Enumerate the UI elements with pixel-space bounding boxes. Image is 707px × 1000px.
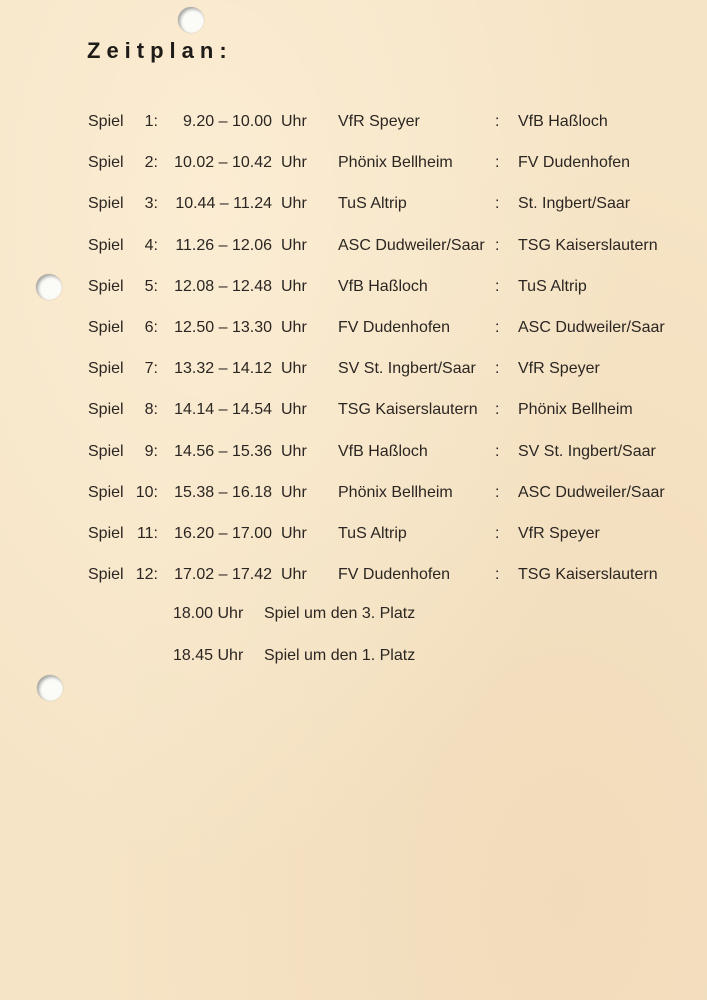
match-separator: : xyxy=(495,318,500,336)
schedule-row xyxy=(0,273,707,314)
schedule-row xyxy=(0,108,707,149)
time-unit: Uhr xyxy=(281,195,307,213)
time-unit: Uhr xyxy=(281,154,307,172)
schedule-row xyxy=(0,355,707,396)
schedule-row xyxy=(0,561,707,602)
final-time: 18.45 Uhr xyxy=(173,647,244,664)
game-number: 3: xyxy=(144,195,158,213)
game-label: Spiel xyxy=(88,360,124,378)
match-separator: : xyxy=(495,195,500,213)
game-number: 8: xyxy=(144,401,158,419)
game-number: 12: xyxy=(135,566,158,584)
game-time: 15.38 – 16.18 xyxy=(174,483,272,501)
home-team: Phönix Bellheim xyxy=(338,154,453,172)
away-team: VfR Speyer xyxy=(518,360,600,378)
game-time: 11.26 – 12.06 xyxy=(175,236,272,254)
game-number: 9: xyxy=(144,442,158,460)
game-number: 1: xyxy=(144,113,158,130)
match-separator: : xyxy=(495,113,500,130)
game-time: 12.50 – 13.30 xyxy=(174,318,272,336)
match-separator: : xyxy=(495,483,500,501)
game-label: Spiel xyxy=(88,401,124,419)
schedule-row xyxy=(0,190,707,231)
home-team: VfB Haßloch xyxy=(338,277,428,295)
match-separator: : xyxy=(495,524,500,542)
home-team: VfB Haßloch xyxy=(338,442,428,460)
away-team: TSG Kaiserslautern xyxy=(518,566,658,584)
game-number: 5: xyxy=(144,277,158,295)
game-time: 16.20 – 17.00 xyxy=(174,524,272,542)
page-title: Zeitplan: xyxy=(87,38,233,63)
game-label: Spiel xyxy=(88,566,124,584)
game-time: 10.02 – 10.42 xyxy=(174,154,272,172)
game-time: 17.02 – 17.42 xyxy=(174,566,272,584)
match-separator: : xyxy=(495,277,500,295)
away-team: ASC Dudweiler/Saar xyxy=(518,318,665,336)
home-team: Phönix Bellheim xyxy=(338,483,453,501)
home-team: TuS Altrip xyxy=(338,524,407,542)
game-label: Spiel xyxy=(88,113,124,130)
time-unit: Uhr xyxy=(281,483,307,501)
final-time: 18.00 Uhr xyxy=(173,605,244,622)
match-separator: : xyxy=(495,566,500,584)
game-label: Spiel xyxy=(88,442,124,460)
schedule-row xyxy=(0,232,707,273)
time-unit: Uhr xyxy=(281,277,307,295)
game-label: Spiel xyxy=(88,524,124,542)
away-team: SV St. Ingbert/Saar xyxy=(518,442,656,460)
home-team: SV St. Ingbert/Saar xyxy=(338,360,476,378)
home-team: FV Dudenhofen xyxy=(338,318,451,336)
game-schedule xyxy=(0,108,707,602)
schedule-row xyxy=(0,149,707,190)
game-time: 12.08 – 12.48 xyxy=(174,277,272,295)
home-team: FV Dudenhofen xyxy=(338,566,451,584)
time-unit: Uhr xyxy=(281,401,307,419)
final-description: Spiel um den 1. Platz xyxy=(264,647,416,664)
game-number: 11: xyxy=(136,524,158,542)
time-unit: Uhr xyxy=(281,524,307,542)
match-separator: : xyxy=(495,401,500,419)
game-label: Spiel xyxy=(88,483,124,501)
time-unit: Uhr xyxy=(281,236,307,254)
finals-schedule xyxy=(0,600,707,684)
schedule-row xyxy=(0,438,707,479)
away-team: VfR Speyer xyxy=(518,524,600,542)
final-row xyxy=(0,600,707,642)
game-number: 10: xyxy=(135,483,158,501)
home-team: ASC Dudweiler/Saar xyxy=(338,236,485,254)
away-team: FV Dudenhofen xyxy=(518,154,631,172)
game-time: 10.44 – 11.24 xyxy=(175,195,272,213)
schedule-row xyxy=(0,479,707,520)
home-team: TSG Kaiserslautern xyxy=(338,401,478,419)
time-unit: Uhr xyxy=(281,360,307,378)
game-time: 14.14 – 14.54 xyxy=(174,401,272,419)
game-label: Spiel xyxy=(88,154,124,172)
away-team: ASC Dudweiler/Saar xyxy=(518,483,665,501)
home-team: TuS Altrip xyxy=(338,195,407,213)
game-label: Spiel xyxy=(88,277,124,295)
away-team: TSG Kaiserslautern xyxy=(518,236,658,254)
schedule-row xyxy=(0,520,707,561)
punch-hole xyxy=(178,7,204,33)
match-separator: : xyxy=(495,442,500,460)
game-number: 2: xyxy=(144,154,158,172)
away-team: VfB Haßloch xyxy=(518,113,608,130)
time-unit: Uhr xyxy=(281,566,307,584)
schedule-row xyxy=(0,314,707,355)
away-team: St. Ingbert/Saar xyxy=(518,195,631,213)
final-row xyxy=(0,642,707,684)
game-label: Spiel xyxy=(88,236,124,254)
game-number: 6: xyxy=(144,318,158,336)
away-team: TuS Altrip xyxy=(518,277,587,295)
time-unit: Uhr xyxy=(281,318,307,336)
game-time: 13.32 – 14.12 xyxy=(174,360,272,378)
away-team: Phönix Bellheim xyxy=(518,401,633,419)
match-separator: : xyxy=(495,236,500,254)
time-unit: Uhr xyxy=(281,442,307,460)
game-label: Spiel xyxy=(88,318,124,336)
time-unit: Uhr xyxy=(281,113,307,130)
final-description: Spiel um den 3. Platz xyxy=(264,605,416,622)
game-number: 4: xyxy=(144,236,158,254)
home-team: VfR Speyer xyxy=(338,113,420,130)
game-label: Spiel xyxy=(88,195,124,213)
schedule-row xyxy=(0,396,707,437)
game-time: 14.56 – 15.36 xyxy=(174,442,272,460)
match-separator: : xyxy=(495,360,500,378)
game-time: 9.20 – 10.00 xyxy=(183,113,272,130)
game-number: 7: xyxy=(144,360,158,378)
match-separator: : xyxy=(495,154,500,172)
